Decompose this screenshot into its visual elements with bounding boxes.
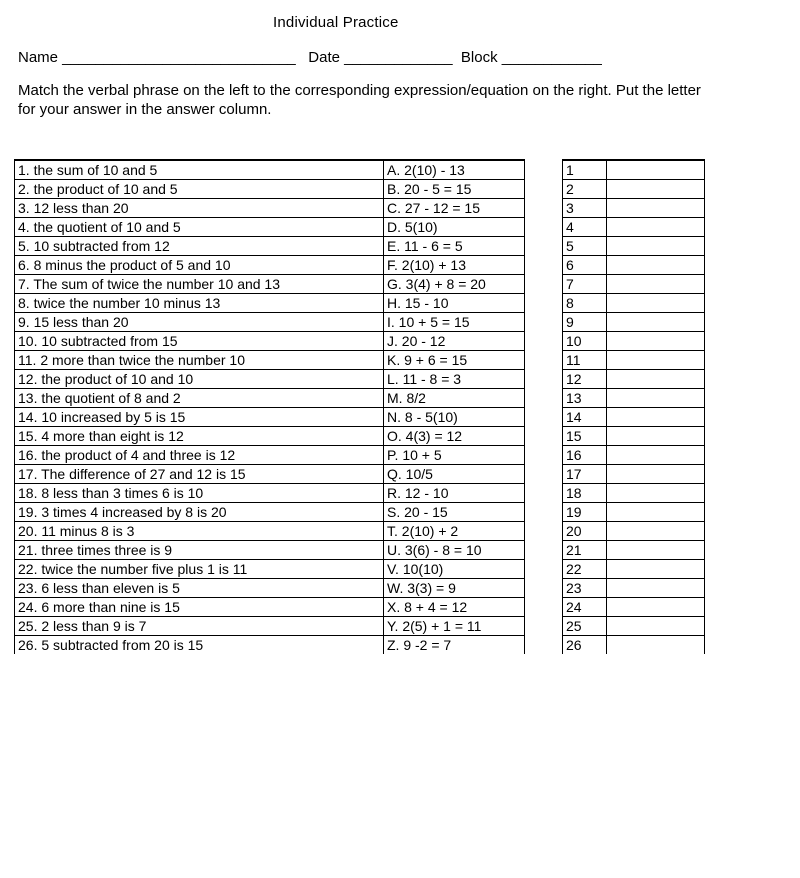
expression-cell: L. 11 - 8 = 3 xyxy=(384,370,525,389)
table-row xyxy=(15,427,525,446)
verbal-phrase-cell: 13. the quotient of 8 and 2 xyxy=(15,389,384,408)
answer-number-cell: 17 xyxy=(563,465,607,484)
table-row xyxy=(15,560,525,579)
answer-entry-cell[interactable] xyxy=(607,465,705,484)
answer-row xyxy=(563,199,705,218)
table-row xyxy=(15,408,525,427)
table-row xyxy=(15,465,525,484)
answer-entry-cell[interactable] xyxy=(607,351,705,370)
expression-cell: A. 2(10) - 13 xyxy=(384,160,525,180)
answer-entry-cell[interactable] xyxy=(607,541,705,560)
table-row xyxy=(15,370,525,389)
expression-cell: S. 20 - 15 xyxy=(384,503,525,522)
verbal-phrase-cell: 3. 12 less than 20 xyxy=(15,199,384,218)
answer-number-cell: 16 xyxy=(563,446,607,465)
answer-number-cell: 12 xyxy=(563,370,607,389)
expression-cell: Q. 10/5 xyxy=(384,465,525,484)
answer-entry-cell[interactable] xyxy=(607,617,705,636)
table-row xyxy=(15,617,525,636)
verbal-phrase-cell: 15. 4 more than eight is 12 xyxy=(15,427,384,446)
verbal-phrase-cell: 5. 10 subtracted from 12 xyxy=(15,237,384,256)
matching-table xyxy=(14,159,525,654)
verbal-phrase-cell: 19. 3 times 4 increased by 8 is 20 xyxy=(15,503,384,522)
answer-entry-cell[interactable] xyxy=(607,427,705,446)
expression-cell: E. 11 - 6 = 5 xyxy=(384,237,525,256)
answer-entry-cell[interactable] xyxy=(607,199,705,218)
answer-number-cell: 9 xyxy=(563,313,607,332)
name-date-block-line: Name ____________________________ Date _____________ Block ____________ xyxy=(18,49,602,66)
table-row xyxy=(15,598,525,617)
expression-cell: R. 12 - 10 xyxy=(384,484,525,503)
answer-number-cell: 2 xyxy=(563,180,607,199)
answer-number-cell: 19 xyxy=(563,503,607,522)
answer-row xyxy=(563,218,705,237)
expression-cell: G. 3(4) + 8 = 20 xyxy=(384,275,525,294)
expression-cell: M. 8/2 xyxy=(384,389,525,408)
page-title: Individual Practice xyxy=(273,14,399,31)
answer-number-cell: 14 xyxy=(563,408,607,427)
expression-cell: Z. 9 -2 = 7 xyxy=(384,636,525,655)
table-row xyxy=(15,160,525,180)
verbal-phrase-cell: 1. the sum of 10 and 5 xyxy=(15,160,384,180)
answer-row xyxy=(563,294,705,313)
answer-row xyxy=(563,522,705,541)
answer-row xyxy=(563,180,705,199)
verbal-phrase-cell: 2. the product of 10 and 5 xyxy=(15,180,384,199)
answer-entry-cell[interactable] xyxy=(607,370,705,389)
table-row xyxy=(15,636,525,655)
table-row xyxy=(15,503,525,522)
verbal-phrase-cell: 11. 2 more than twice the number 10 xyxy=(15,351,384,370)
answer-entry-cell[interactable] xyxy=(607,389,705,408)
expression-cell: C. 27 - 12 = 15 xyxy=(384,199,525,218)
verbal-phrase-cell: 22. twice the number five plus 1 is 11 xyxy=(15,560,384,579)
instructions: Match the verbal phrase on the left to the corresponding expression/equation on the right. Put the letter for your answer in the answer column. xyxy=(18,82,701,118)
answer-entry-cell[interactable] xyxy=(607,237,705,256)
answer-row xyxy=(563,408,705,427)
answer-number-cell: 7 xyxy=(563,275,607,294)
answer-row xyxy=(563,160,705,180)
answer-number-cell: 23 xyxy=(563,579,607,598)
answer-row xyxy=(563,560,705,579)
table-row xyxy=(15,275,525,294)
answer-number-cell: 15 xyxy=(563,427,607,446)
table-row xyxy=(15,389,525,408)
table-row xyxy=(15,256,525,275)
expression-cell: H. 15 - 10 xyxy=(384,294,525,313)
verbal-phrase-cell: 25. 2 less than 9 is 7 xyxy=(15,617,384,636)
answer-number-cell: 6 xyxy=(563,256,607,275)
table-row xyxy=(15,313,525,332)
expression-cell: W. 3(3) = 9 xyxy=(384,579,525,598)
expression-cell: D. 5(10) xyxy=(384,218,525,237)
answer-entry-cell[interactable] xyxy=(607,446,705,465)
verbal-phrase-cell: 8. twice the number 10 minus 13 xyxy=(15,294,384,313)
answer-row xyxy=(563,389,705,408)
answer-entry-cell[interactable] xyxy=(607,218,705,237)
answer-entry-cell[interactable] xyxy=(607,332,705,351)
answer-column-table xyxy=(562,159,705,654)
table-row xyxy=(15,199,525,218)
answer-number-cell: 21 xyxy=(563,541,607,560)
expression-cell: U. 3(6) - 8 = 10 xyxy=(384,541,525,560)
expression-cell: N. 8 - 5(10) xyxy=(384,408,525,427)
verbal-phrase-cell: 4. the quotient of 10 and 5 xyxy=(15,218,384,237)
answer-entry-cell[interactable] xyxy=(607,180,705,199)
answer-entry-cell[interactable] xyxy=(607,560,705,579)
answer-row xyxy=(563,256,705,275)
table-row xyxy=(15,237,525,256)
expression-cell: Y. 2(5) + 1 = 11 xyxy=(384,617,525,636)
expression-cell: B. 20 - 5 = 15 xyxy=(384,180,525,199)
table-row xyxy=(15,522,525,541)
verbal-phrase-cell: 23. 6 less than eleven is 5 xyxy=(15,579,384,598)
expression-cell: X. 8 + 4 = 12 xyxy=(384,598,525,617)
verbal-phrase-cell: 12. the product of 10 and 10 xyxy=(15,370,384,389)
verbal-phrase-cell: 7. The sum of twice the number 10 and 13 xyxy=(15,275,384,294)
verbal-phrase-cell: 24. 6 more than nine is 15 xyxy=(15,598,384,617)
verbal-phrase-cell: 17. The difference of 27 and 12 is 15 xyxy=(15,465,384,484)
answer-number-cell: 3 xyxy=(563,199,607,218)
answer-entry-cell[interactable] xyxy=(607,503,705,522)
answer-row xyxy=(563,370,705,389)
expression-cell: V. 10(10) xyxy=(384,560,525,579)
answer-number-cell: 13 xyxy=(563,389,607,408)
verbal-phrase-cell: 9. 15 less than 20 xyxy=(15,313,384,332)
table-row xyxy=(15,332,525,351)
expression-cell: J. 20 - 12 xyxy=(384,332,525,351)
answer-number-cell: 22 xyxy=(563,560,607,579)
expression-cell: I. 10 + 5 = 15 xyxy=(384,313,525,332)
answer-entry-cell[interactable] xyxy=(607,275,705,294)
table-row xyxy=(15,218,525,237)
verbal-phrase-cell: 20. 11 minus 8 is 3 xyxy=(15,522,384,541)
answer-number-cell: 24 xyxy=(563,598,607,617)
answer-number-cell: 18 xyxy=(563,484,607,503)
expression-cell: T. 2(10) + 2 xyxy=(384,522,525,541)
table-row xyxy=(15,446,525,465)
answer-row xyxy=(563,351,705,370)
table-row xyxy=(15,180,525,199)
table-row xyxy=(15,294,525,313)
answer-number-cell: 25 xyxy=(563,617,607,636)
answer-entry-cell[interactable] xyxy=(607,160,705,180)
verbal-phrase-cell: 18. 8 less than 3 times 6 is 10 xyxy=(15,484,384,503)
verbal-phrase-cell: 6. 8 minus the product of 5 and 10 xyxy=(15,256,384,275)
expression-cell: O. 4(3) = 12 xyxy=(384,427,525,446)
table-row xyxy=(15,579,525,598)
expression-cell: P. 10 + 5 xyxy=(384,446,525,465)
answer-number-cell: 8 xyxy=(563,294,607,313)
answer-number-cell: 5 xyxy=(563,237,607,256)
verbal-phrase-cell: 21. three times three is 9 xyxy=(15,541,384,560)
answer-entry-cell[interactable] xyxy=(607,256,705,275)
answer-row xyxy=(563,598,705,617)
table-row xyxy=(15,541,525,560)
answer-row xyxy=(563,237,705,256)
answer-entry-cell[interactable] xyxy=(607,313,705,332)
answer-row xyxy=(563,636,705,655)
answer-number-cell: 10 xyxy=(563,332,607,351)
answer-entry-cell[interactable] xyxy=(607,484,705,503)
answer-number-cell: 20 xyxy=(563,522,607,541)
answer-row xyxy=(563,541,705,560)
expression-cell: F. 2(10) + 13 xyxy=(384,256,525,275)
expression-cell: K. 9 + 6 = 15 xyxy=(384,351,525,370)
verbal-phrase-cell: 16. the product of 4 and three is 12 xyxy=(15,446,384,465)
answer-row xyxy=(563,465,705,484)
verbal-phrase-cell: 14. 10 increased by 5 is 15 xyxy=(15,408,384,427)
answer-entry-cell[interactable] xyxy=(607,408,705,427)
answer-row xyxy=(563,275,705,294)
answer-number-cell: 4 xyxy=(563,218,607,237)
answer-entry-cell[interactable] xyxy=(607,636,705,655)
answer-row xyxy=(563,427,705,446)
answer-entry-cell[interactable] xyxy=(607,522,705,541)
table-row xyxy=(15,484,525,503)
answer-number-cell: 11 xyxy=(563,351,607,370)
table-row xyxy=(15,351,525,370)
answer-row xyxy=(563,332,705,351)
answer-row xyxy=(563,503,705,522)
answer-entry-cell[interactable] xyxy=(607,598,705,617)
answer-number-cell: 26 xyxy=(563,636,607,655)
verbal-phrase-cell: 10. 10 subtracted from 15 xyxy=(15,332,384,351)
answer-row xyxy=(563,617,705,636)
answer-row xyxy=(563,446,705,465)
answer-row xyxy=(563,313,705,332)
answer-number-cell: 1 xyxy=(563,160,607,180)
answer-row xyxy=(563,484,705,503)
answer-entry-cell[interactable] xyxy=(607,579,705,598)
answer-row xyxy=(563,579,705,598)
verbal-phrase-cell: 26. 5 subtracted from 20 is 15 xyxy=(15,636,384,655)
answer-entry-cell[interactable] xyxy=(607,294,705,313)
